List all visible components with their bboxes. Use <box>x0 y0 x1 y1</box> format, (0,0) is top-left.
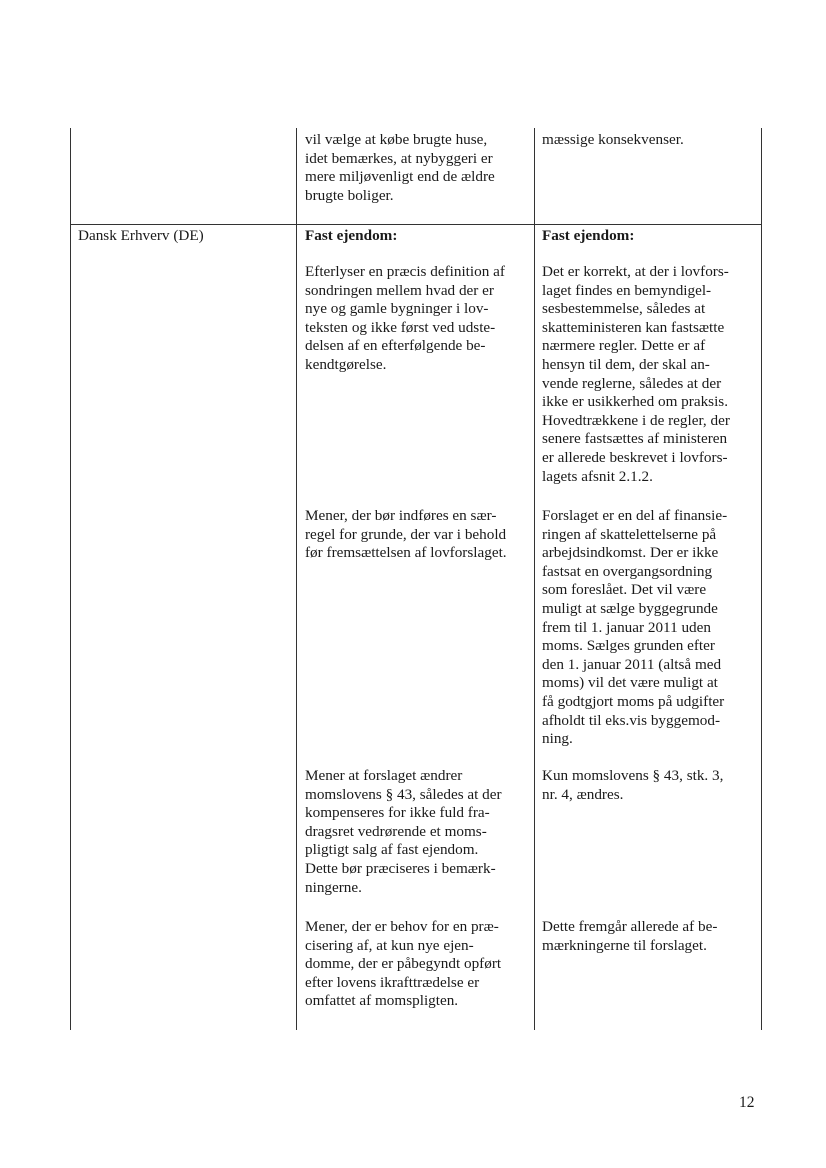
response-entry-3 <box>542 767 723 804</box>
text-line: hensyn til dem, der skal an- <box>542 355 710 373</box>
text-line: senere fastsættes af ministeren <box>542 430 728 448</box>
text-line: omfattet af momspligten. <box>305 992 459 1010</box>
text-line: moms. Sælges grunden efter <box>542 637 715 655</box>
text-line: afholdt til eks.vis byggemod- <box>542 711 721 729</box>
text-line: få godtgjort moms på udgifter <box>542 692 725 710</box>
text-line: dragsret vedrørende et moms- <box>305 822 487 840</box>
text-line: teksten og ikke først ved udste- <box>305 318 496 336</box>
text-line: Det er korrekt, at der i lovfors- <box>542 263 729 280</box>
text-line: skatteministeren kan fastsætte <box>542 318 725 336</box>
table-divider-1 <box>296 128 297 1030</box>
comment-entry-4 <box>305 918 501 1011</box>
text-line: Mener, der bør indføres en sær- <box>305 507 497 524</box>
table-border-right <box>761 128 762 1030</box>
text-line: mæssige konsekvenser. <box>542 131 684 148</box>
text-line: idet bemærkes, at nybyggeri er <box>305 149 493 167</box>
text-line: efter lovens ikrafttrædelse er <box>305 973 480 991</box>
text-line: Dette bør præciseres i bemærk- <box>305 859 496 877</box>
text-line: Mener at forslaget ændrer <box>305 767 463 784</box>
page-number: 12 <box>739 1094 755 1111</box>
table-border-left <box>70 128 71 1030</box>
text-line: Forslaget er en del af finansie- <box>542 507 728 524</box>
text-line: ning. <box>542 730 573 748</box>
text-line: arbejdsindkomst. Der er ikke <box>542 544 719 562</box>
text-line: cisering af, at kun nye ejen- <box>305 936 474 954</box>
text-line: kendtgørelse. <box>305 355 387 373</box>
text-line: Hovedtrækkene i de regler, der <box>542 411 730 429</box>
text-line: sondringen mellem hvad der er <box>305 281 494 299</box>
response-heading: Fast ejendom: <box>542 227 635 244</box>
text-line: Kun momslovens § 43, stk. 3, <box>542 767 724 784</box>
response-entry-1 <box>542 263 730 486</box>
comment-entry-2 <box>305 507 507 563</box>
text-line: Mener, der er behov for en præ- <box>305 918 499 935</box>
text-line: sesbestemmelse, således at <box>542 300 706 318</box>
organization-name: Dansk Erhverv (DE) <box>78 227 204 244</box>
text-line: laget findes en bemyndigel- <box>542 281 712 299</box>
text-line: er allerede beskrevet i lovfors- <box>542 448 728 466</box>
text-line: nr. 4, ændres. <box>542 785 624 803</box>
text-line: den 1. januar 2011 (altså med <box>542 655 722 673</box>
comment-entry-3 <box>305 767 502 897</box>
comment-entry-1 <box>305 263 505 375</box>
text-line: nærmere regler. Dette er af <box>542 337 706 355</box>
text-line: lagets afsnit 2.1.2. <box>542 467 653 485</box>
text-line: brugte boliger. <box>305 186 394 204</box>
text-line: vende reglerne, således at der <box>542 374 722 392</box>
text-line: moms) vil det være muligt at <box>542 674 718 692</box>
text-line: som foreslået. Det vil være <box>542 581 707 599</box>
response-entry-4 <box>542 918 717 955</box>
text-line: pligtigt salg af fast ejendom. <box>305 841 479 859</box>
text-line: vil vælge at købe brugte huse, <box>305 131 488 148</box>
text-line: Efterlyser en præcis definition af <box>305 263 505 280</box>
text-line: domme, der er påbegyndt opført <box>305 955 502 973</box>
text-line: regel for grunde, der var i behold <box>305 525 507 543</box>
text-line: fastsat en overgangsordning <box>542 562 713 580</box>
text-line: ringen af skattelettelserne på <box>542 525 717 543</box>
text-line: kompenseres for ikke fuld fra- <box>305 804 490 822</box>
text-line: ningerne. <box>305 878 362 896</box>
response-entry-2 <box>542 507 727 749</box>
text-line: mere miljøvenligt end de ældre <box>305 168 495 186</box>
comment-heading: Fast ejendom: <box>305 227 398 244</box>
text-line: mærkningerne til forslaget. <box>542 936 707 954</box>
row-separator <box>70 224 762 225</box>
text-line: før fremsættelsen af lovforslaget. <box>305 544 507 562</box>
text-line: muligt at sælge byggegrunde <box>542 599 718 617</box>
continuation-comment-cell <box>305 131 495 205</box>
text-line: ikke er usikkerhed om praksis. <box>542 393 729 411</box>
text-line: momslovens § 43, således at der <box>305 785 502 803</box>
text-line: frem til 1. januar 2011 uden <box>542 618 711 636</box>
text-line: Dette fremgår allerede af be- <box>542 918 718 935</box>
continuation-response-cell <box>542 131 684 150</box>
text-line: nye og gamle bygninger i lov- <box>305 300 489 318</box>
text-line: delsen af en efterfølgende be- <box>305 337 486 355</box>
table-divider-2 <box>534 128 535 1030</box>
